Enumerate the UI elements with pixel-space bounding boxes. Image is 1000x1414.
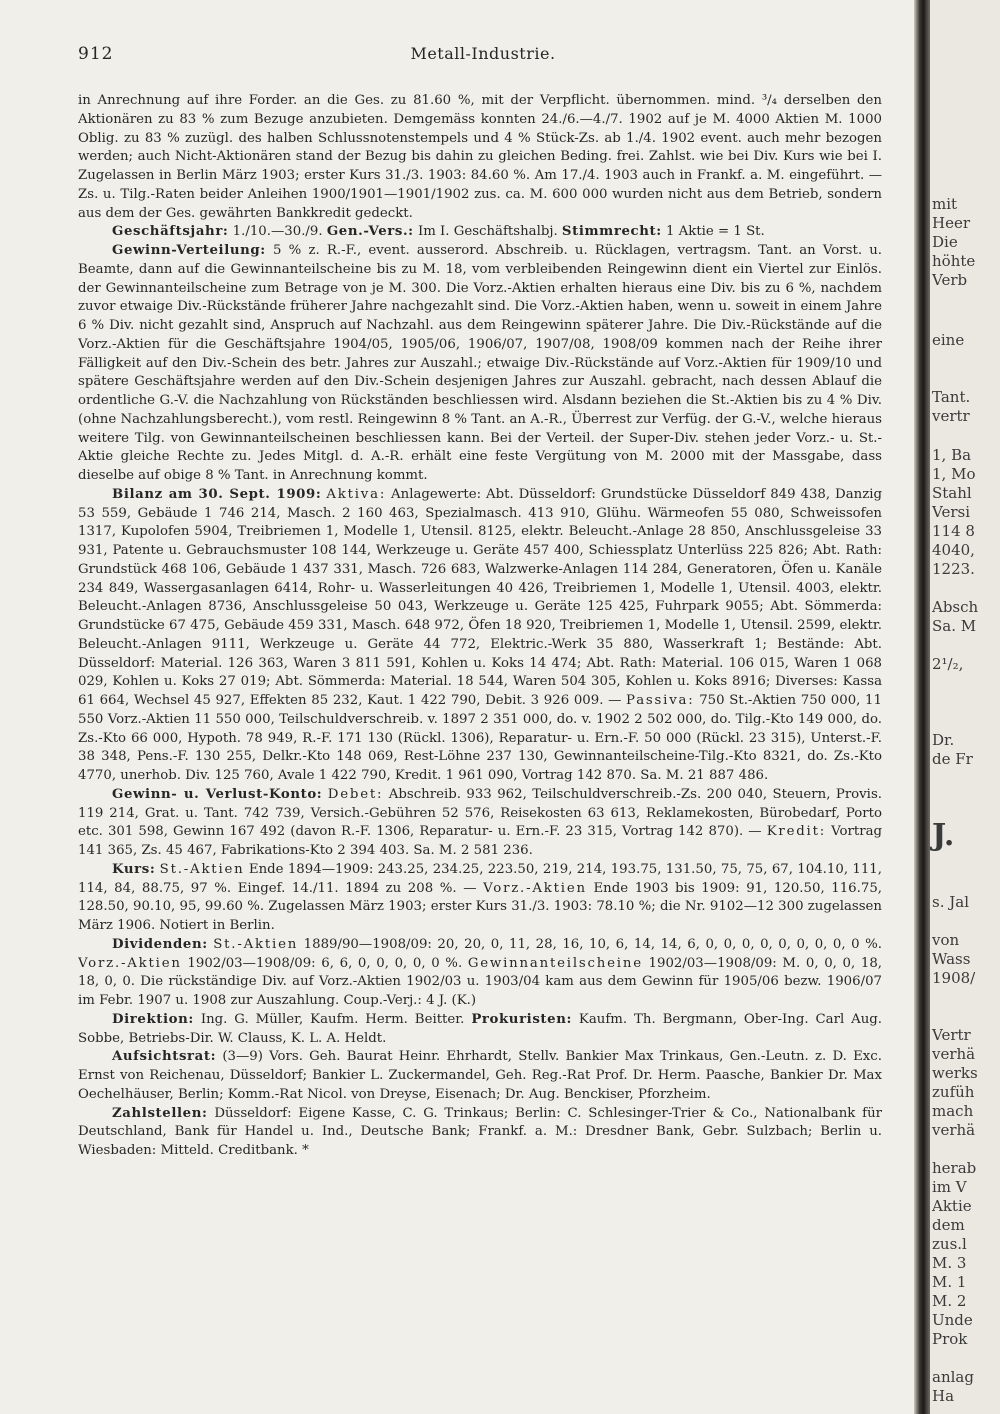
adjacent-fragment: 2¹/₂, [932,655,964,673]
adjacent-fragment: Prok [932,1330,968,1348]
page-number: 912 [78,44,114,64]
div-st-text: 1889/90—1908/09: 20, 20, 0, 11, 28, 16, 10, 6, 14, 14, 6, 0, 0, 0, 0, 0, 0, 0, 0, 0 %. [303,936,882,952]
intro-paragraph: in Anrechnung auf ihre Forder. an die Ges. zu 81.60 %, mit der Verpflicht. übernommen. mind. ³/₄ derselben den Aktionären zu 83 % zum Bezuge anzubieten. Demgemäss konnten 24./6.—4./7. 1902 auf je M. 4000 Aktien M. 1000 Oblig. zu 83 % zuzügl. des halben Schlussnotenstempels und 4 % Stück-Zs. ab 1./4. 1902 event. auch mehr bezogen werden; auch Nicht-Aktionären stand der Bezug bis dahin zu gleichen Beding. frei. Zahlst. wie bei Div. Kurs wie bei I. Zugelassen in Berlin März 1903; erster Kurs 31./3. 1903: 84.60 %. Am 17./4. 1903 auch in Frankf. a. M. eingeführt. — Zs. u. Tilg.-Raten beider Anleihen 1900/1901—1901/1902 zus. ca. M. 600 000 wurden nicht aus dem Betrieb, sondern aus dem der Ges. gewährten Bankkredit gedeckt. [78,93,882,221]
adjacent-fragment: Unde [932,1311,973,1329]
adjacent-fragment: verhä [932,1121,976,1139]
adjacent-fragment: Tant. [932,388,971,406]
guv-paragraph [78,786,882,861]
kredit-word: Kredit: [766,824,827,840]
prokuristen-label: Prokuristen: [471,1011,572,1027]
debet-word: Debet: [327,786,384,802]
adjacent-fragment: höhte [932,252,976,270]
adjacent-fragment: Heer [932,214,971,232]
direktion-paragraph [78,1011,882,1049]
adjacent-fragment: Aktie [932,1197,972,1215]
running-title: Metall-Industrie. [410,44,556,63]
bilanz-paragraph [78,486,882,786]
dividenden-label: Dividenden: [112,936,208,952]
aufsichtsrat-label: Aufsichtsrat: [112,1049,217,1065]
adjacent-fragment: M. 3 [932,1254,967,1272]
adjacent-fragment: werks [932,1064,978,1082]
adjacent-page-strip [930,0,1000,1414]
adjacent-fragment: Vertr [932,1026,971,1044]
adjacent-fragment: herab [932,1159,977,1177]
adjacent-fragment: zus.l [932,1235,967,1253]
adjacent-fragment: Sa. M [932,617,977,635]
adjacent-fragment: Versi [932,503,970,521]
zahlstellen-label: Zahlstellen: [112,1105,208,1121]
passiva-word: Passiva: [626,693,695,708]
adjacent-fragment: M. 2 [932,1292,967,1310]
geschaeftsjahr-label: Geschäftsjahr: [112,224,229,240]
kurs-st-word: St.-Aktien [159,861,245,877]
stimmrecht-label: Stimmrecht: [561,224,662,240]
aktiva-text: Anlagewerte: Abt. Düsseldorf: Grundstücke Düsseldorf 849 438, Danzig 53 559, Gebäude 1 746 214, Masch. 2 160 463, Spezialmasch. 413 910, Glühu. Wärmeofen 55 080, Schweissofen 1317, Kupolofen 5904, Treibriemen 1, Modelle 1, Utensil. 8125, elektr. Beleucht.-Anlage 28 850, Anschlussgeleise 33 931, Patente u. Gebrauchsmuster 108 144, Werkzeuge u. Geräte 457 400, Schiessplatz Unterlüss 225 826; Abt. Rath: Grundstück 468 106, Gebäude 1 437 331, Masch. 726 683, Walzwerke-Anlagen 114 284, Generatoren, Öfen u. Kanäle 234 849, Wassergasanlagen 6414, Rohr- u. Wasserleitungen 40 426, Treibriemen 1, Modelle 1, Utensil. 4003, elektr. Beleucht.-Anlagen 8736, Anschlussgeleise 50 043, Werkzeuge u. Geräte 125 425, Fuhrpark 9055; Abt. Sömmerda: Grundstücke 67 475, Gebäude 459 331, Masch. 648 972, Öfen 18 920, Treibriemen 1, Modelle 1, Utensil. 2599, elektr. Beleucht.-Anlagen 9111, Werkzeuge u. Geräte 44 772, Elektric.-Werk 35 880, Wasserkraft 1; Bestände: Abt. Düsseldorf: Material. 126 363, Waren 3 811 591, Kohlen u. Koks 14 474; Abt. Rath: Material. 106 015, Waren 1 068 029, Kohlen u. Koks 27 019; Abt. Sömmerda: Material. 18 544, Waren 504 305, Kohlen u. Koks 8916; Diverses: Kassa 61 664, Wechsel 45 927, Effekten 85 232, Kaut. 1 422 790, Debit. 3 926 009. — [78,486,882,708]
prokuristen-text: Kaufm. Th. Bergmann, Ober-Ing. Carl Aug. Sobbe, Betriebs-Dir. W. Clauss, K. L. A. Heldt. [78,1011,882,1046]
debet-text: Abschreib. 933 962, Teilschuldverschreib.-Zs. 200 040, Steuern, Provis. 119 214, Grat. u. Tant. 742 739, Versich.-Gebühren 52 576, Reisekosten 63 613, Reklamekosten, Bürobedarf, Porto etc. 301 598, Gewinn 167 492 (davon R.-F. 1306, Reparatur- u. Ern.-F. 23 315, Vortrag 142 870). — [78,786,882,840]
gewinn-verteilung-label: Gewinn-Verteilung: [112,243,266,258]
div-ga-word: Gewinnanteilscheine [467,955,643,971]
gewinn-verteilung-text: 5 % z. R.-F., event. ausserord. Abschreib. u. Rücklagen, vertragsm. Tant. an Vorst. u. Beamte, dann auf die Gewinnanteilscheine bis zu M. 18, vom verbleibenden Reingewinn dient ein Viertel zur Einlös. der Gewinnanteilscheine zum Betrage von je M. 300. Die Vorz.-Aktien erhalten hieraus eine Div. bis zu 6 %, nachdem zuvor etwaige Div.-Rückstände früherer Jahre nachgezahlt sind. Die Vorz.-Aktien haben, wenn u. soweit in einem Jahre 6 % Div. nicht gezahlt sind, Anspruch auf Nachzahl. aus dem Reingewinn späterer Jahre. Die Div.-Rückstände auf die Vorz.-Aktien für die Geschäftsjahre 1904/05, 1905/06, 1906/07, 1907/08, 1908/09 kommen nach der Reihe ihrer Fälligkeit auf den Div.-Schein des betr. Jahres zur Auszahl.; etwaige Div.-Rückstände auf Vorz.-Aktien für 1909/10 und spätere Geschäftsjahre werden auf den Div.-Schein desjenigen Jahres zur Auszahl. gebracht, nach dessen Ablauf die ordentliche G.-V. die Nachzahlung von Rückständen beschliessen wird. Alsdann beziehen die St.-Aktien bis zu 4 % Div. (ohne Nachzahlungsberecht.), vom restl. Reingewinn 8 % Tant. an A.-R., Überrest zur Verfüg. der G.-V., welche hieraus weitere Tilg. von Gewinnanteilscheinen beschliessen kann. Bei der Verteil. der Super-Div. stehen jeder Vorz.- u. St.-Aktie gleiche Rechte zu. Jedes Mitgl. d. A.-R. erhält eine feste Vergütung von M. 2000 mit der Massgabe, dass dieselbe auf obige 8 % Tant. in Anrechnung kommt. [78,243,882,483]
adjacent-fragment: mach [932,1102,974,1120]
main-column [78,92,882,1388]
kurs-vz-word: Vorz.-Aktien [483,880,587,896]
kredit-text: Vortrag 141 365, Zs. 45 467, Fabrikations-Kto 2 394 403. Sa. M. 2 581 236. [78,824,882,858]
genvers-label: Gen.-Vers.: [326,224,414,240]
div-st-word: St.-Aktien [213,936,299,952]
direktion-label: Direktion: [112,1011,194,1027]
adjacent-fragment: zufüh [932,1083,975,1101]
div-ga-text: 1902/03—1908/09: M. 0, 0, 0, 18, 18, 0, 0. Die rückständige Div. auf Vorz.-Aktien 1902/03 u. 1903/04 kam aus dem Gewinn für 1905/06 bezw. 1906/07 im Febr. 1907 u. 1908 zur Auszahlung. Coup.-Verj.: 4 J. (K.) [78,955,882,1008]
adjacent-fragment: Absch [932,598,979,616]
adjacent-fragment: eine [932,331,965,349]
passiva-text: 750 St.-Aktien 750 000, 11 550 Vorz.-Aktien 11 550 000, Teilschuldverschreib. v. 1897 2 351 000, do. v. 1902 2 502 000, do. Tilg.-Kto 149 000, do. Zs.-Kto 66 000, Hypoth. 78 949, R.-F. 171 130 (Rückl. 1306), Reparatur- u. Ern.-F. 50 000 (Rückl. 23 315), Unterst.-F. 38 348, Pens.-F. 130 255, Delkr.-Kto 148 069, Rest-Löhne 237 130, Gewinnanteilscheine-Tilg.-Kto 8321, do. Zs.-Kto 4770, unerhob. Div. 125 760, Avale 1 422 790, Kredit. 1 961 090, Vortrag 142 870. Sa. M. 21 887 486. [78,693,882,783]
zahlstellen-paragraph [78,1105,882,1161]
adjacent-fragment: 1, Ba [932,446,972,464]
div-vz-text: 1902/03—1908/09: 6, 6, 0, 0, 0, 0, 0 %. [187,955,463,971]
adjacent-fragment: von [932,931,960,949]
adjacent-fragment: Verb [932,271,968,289]
adjacent-fragment: 1223. [932,560,975,578]
meta-line [78,223,882,242]
genvers-value: Im I. Geschäftshalbj. [417,224,558,240]
geschaeftsjahr-value: 1./10.—30./9. [232,224,323,240]
bilanz-label: Bilanz am 30. Sept. 1909: [112,486,322,502]
aktiva-word: Aktiva: [326,486,387,502]
dividenden-paragraph [78,936,882,1011]
kurs-st-text: Ende 1894—1909: 243.25, 234.25, 223.50, 219, 214, 193.75, 131.50, 75, 75, 67, 104.10, 111, 114, 84, 88.75, 97 %. Eingef. 14./11. 1894 zu 208 %. — [78,861,882,896]
adjacent-fragment: 1908/ [932,969,976,987]
kurs-vz-text: Ende 1903 bis 1909: 91, 120.50, 116.75, 128.50, 90.10, 95, 99.60 %. Zugelassen März 1903; erster Kurs 31./3. 1903: 78.10 %; die Nr. 9102—12 300 zugelassen März 1906. Notiert in Berlin. [78,880,882,933]
adjacent-fragment: verhä [932,1045,976,1063]
book-gutter [914,0,930,1414]
adjacent-fragment: s. Jal [932,893,969,911]
aufsichtsrat-paragraph [78,1048,882,1104]
stimmrecht-value: 1 Aktie = 1 St. [665,224,765,240]
adjacent-fragment: dem [932,1216,965,1234]
adjacent-fragment: J. [932,818,955,853]
aufsichtsrat-text: (3—9) Vors. Geh. Baurat Heinr. Ehrhardt, Stellv. Bankier Max Trinkaus, Gen.-Leutn. z. D. Exc. Ernst von Reichenau, Düsseldorf; Bankier L. Zuckermandel, Geh. Reg.-Rat Prof. Dr. Herm. Paasche, Bankier Dr. Max Oechelhäuser, Berlin; Komm.-Rat Nicol. von Dreyse, Eisenach; Dr. Aug. Benckiser, Pforzheim. [78,1049,882,1102]
adjacent-fragment: mit [932,195,958,213]
adjacent-fragment: de Fr [932,750,973,768]
adjacent-fragment: Wass [932,950,971,968]
adjacent-fragment: Ha [932,1387,955,1405]
adjacent-fragment: vertr [932,407,970,425]
adjacent-fragment: 114 8 [932,522,975,540]
kurs-label: Kurs: [112,861,156,877]
adjacent-fragment: Dr. [932,731,955,749]
adjacent-fragment: im V [932,1178,967,1196]
guv-label: Gewinn- u. Verlust-Konto: [112,786,323,802]
div-vz-word: Vorz.-Aktien [78,955,182,971]
adjacent-fragment: 1, Mo [932,465,976,483]
zahlstellen-text: Düsseldorf: Eigene Kasse, C. G. Trinkaus; Berlin: C. Schlesinger-Trier & Co., Nationalbank für Deutschland, Bank für Handel u. Ind., Deutsche Bank; Frankf. a. M.: Dresdner Bank, Gebr. Sulzbach; Berlin u. Wiesbaden: Mitteld. Creditbank. * [78,1105,882,1158]
adjacent-fragment: Stahl [932,484,972,502]
adjacent-fragment: M. 1 [932,1273,967,1291]
adjacent-fragment: 4040, [932,541,975,559]
direktion-text: Ing. G. Müller, Kaufm. Herm. Beitter. [200,1011,465,1027]
page-header [78,44,888,68]
gewinn-verteilung-paragraph [78,242,882,486]
adjacent-fragment: Die [932,233,958,251]
adjacent-fragment: anlag [932,1368,974,1386]
kurs-paragraph [78,861,882,936]
